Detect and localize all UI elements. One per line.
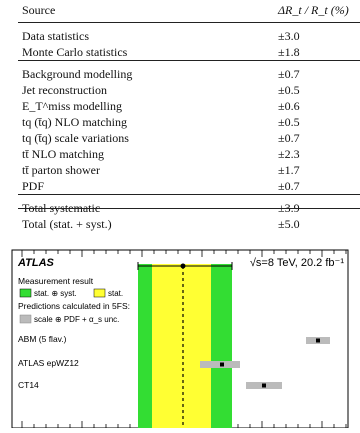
- row-source: Data statistics: [22, 29, 89, 43]
- row-source: Total systematic: [22, 201, 101, 215]
- row-source: E_T^miss modelling: [22, 99, 122, 113]
- figure-canvas: [0, 242, 360, 428]
- table-header: [22, 0, 352, 20]
- legend-stat-syst-swatch: [20, 289, 31, 297]
- row-value: ±0.5: [278, 115, 300, 129]
- header-source: Source: [22, 3, 56, 17]
- row-value: ±0.7: [278, 179, 300, 193]
- row-source: Total (stat. + syst.): [22, 217, 112, 231]
- pred-point-abm: [316, 339, 320, 343]
- measurement-point: [181, 264, 186, 269]
- pred-label-abm: ABM (5 flav.): [18, 334, 67, 344]
- header-value: ΔR_t / R_t (%): [278, 3, 349, 17]
- row-source: Monte Carlo statistics: [22, 45, 128, 59]
- pred-point-ct14: [262, 384, 266, 388]
- atlas-label: ATLAS: [18, 257, 54, 269]
- rt-comparison-figure: [0, 242, 360, 428]
- row-source: tt̄ parton shower: [22, 163, 100, 177]
- legend-stat-swatch: [94, 289, 105, 297]
- row-source: tq (t̄q) NLO matching: [22, 115, 127, 129]
- row-value: ±1.7: [278, 163, 300, 177]
- legend-pred-swatch: [20, 315, 31, 323]
- row-source: tt̄ NLO matching: [22, 147, 104, 161]
- row-value: ±2.3: [278, 147, 300, 161]
- row-value: ±0.7: [278, 67, 300, 81]
- legend-pred-label: scale ⊕ PDF + α_s unc.: [34, 315, 120, 324]
- table-row: [22, 176, 352, 196]
- table-row: [22, 214, 352, 234]
- row-value: ±5.0: [278, 217, 300, 231]
- row-value: ±0.7: [278, 131, 300, 145]
- row-value: ±3.9: [278, 201, 300, 215]
- row-source: PDF: [22, 179, 45, 193]
- pred-label-atlas-epwz12: ATLAS epWZ12: [18, 358, 79, 368]
- legend-stat-label: stat.: [108, 289, 124, 298]
- header-rule: [18, 22, 360, 23]
- stat-band: [152, 264, 211, 428]
- row-source: Background modelling: [22, 67, 133, 81]
- legend-heading-predictions: Predictions calculated in 5FS:: [18, 301, 130, 311]
- row-value: ±3.0: [278, 29, 300, 43]
- row-source: Jet reconstruction: [22, 83, 107, 97]
- row-value: ±0.6: [278, 99, 300, 113]
- bottom-rule: [18, 208, 360, 209]
- group-rule: [18, 60, 360, 61]
- pred-label-ct14: CT14: [18, 380, 39, 390]
- row-value: ±0.5: [278, 83, 300, 97]
- group-rule: [18, 194, 360, 195]
- legend-heading-measurement: Measurement result: [18, 276, 94, 286]
- energy-label: √s=8 TeV, 20.2 fb⁻¹: [249, 257, 344, 269]
- table-row: [22, 42, 352, 62]
- legend-stat-syst-label: stat. ⊕ syst.: [34, 289, 77, 298]
- row-source: tq (t̄q) scale variations: [22, 131, 129, 145]
- pred-point-atlas-epwz12: [220, 363, 224, 367]
- row-value: ±1.8: [278, 45, 300, 59]
